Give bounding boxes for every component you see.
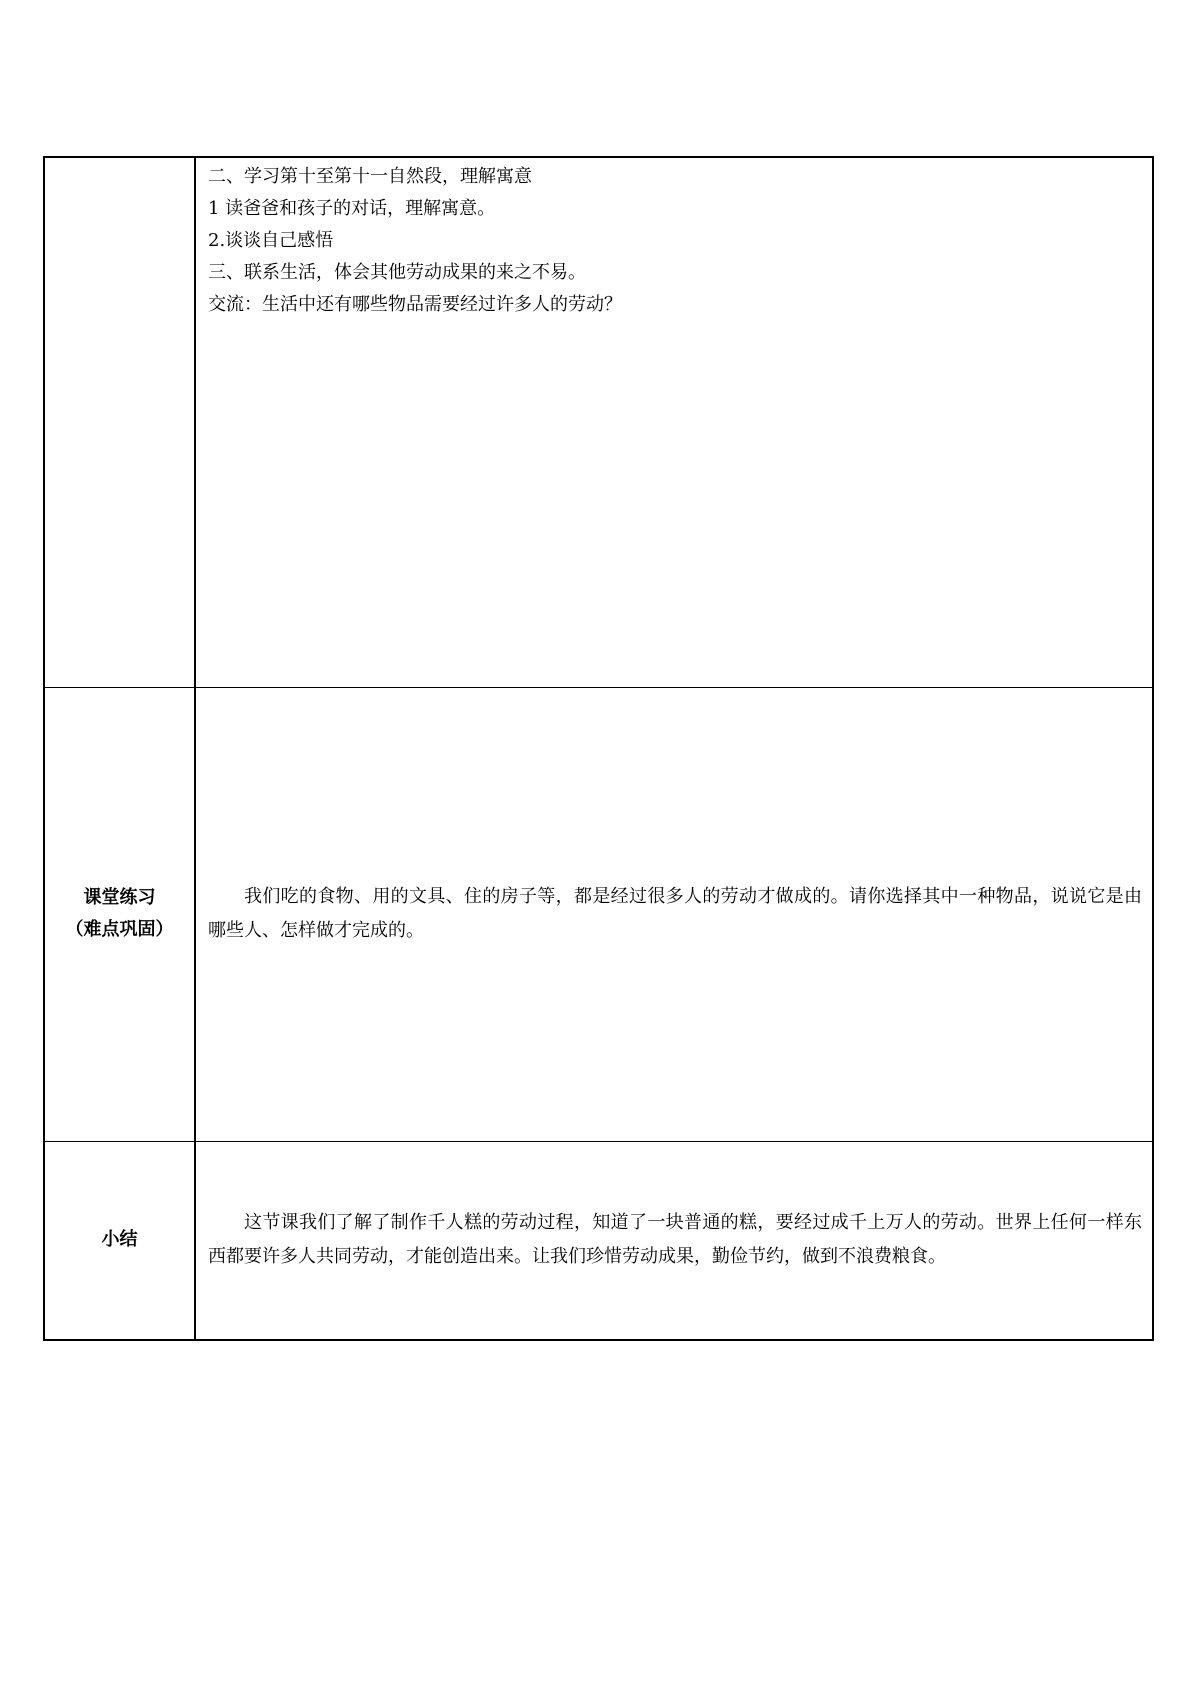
- practice-label-line-1: 课堂练习: [83, 887, 156, 908]
- step-line-5: 交流：生活中还有哪些物品需要经过许多人的劳动？: [208, 294, 622, 315]
- practice-cell: [195, 687, 1153, 1141]
- learning-steps-cell: [195, 157, 1153, 687]
- summary-text: 这节课我们了解了制作千人糕的劳动过程，知道了一块普通的糕，要经过成千上万人的劳动。世界上任何一样东西都要许多人共同劳动，才能创造出来。让我们珍惜劳动成果，勤俭节约，做到不浪费粮食。: [208, 1212, 1142, 1268]
- table-row-summary: [44, 1141, 1153, 1340]
- summary-cell: [195, 1141, 1153, 1340]
- table-row-learning: [44, 157, 1153, 687]
- practice-text: 我们吃的食物、用的文具、住的房子等，都是经过很多人的劳动才做成的。请你选择其中一种物品，说说它是由哪些人、怎样做才完成的。: [208, 886, 1142, 941]
- step-line-1: 二、学习第十至第十一自然段，理解寓意: [208, 166, 532, 187]
- practice-label-line-2: （难点巩固）: [65, 919, 174, 940]
- step-line-3: 2.谈谈自己感悟: [208, 230, 334, 251]
- step-line-2: 1 读爸爸和孩子的对话，理解寓意。: [208, 198, 496, 219]
- step-line-4: 三、联系生活，体会其他劳动成果的来之不易。: [208, 262, 586, 283]
- lesson-plan-table: [43, 156, 1154, 1341]
- practice-label: [44, 687, 195, 1141]
- summary-label: 小结: [44, 1141, 195, 1340]
- row-label-empty: [44, 157, 195, 687]
- table-row-practice: [44, 687, 1153, 1141]
